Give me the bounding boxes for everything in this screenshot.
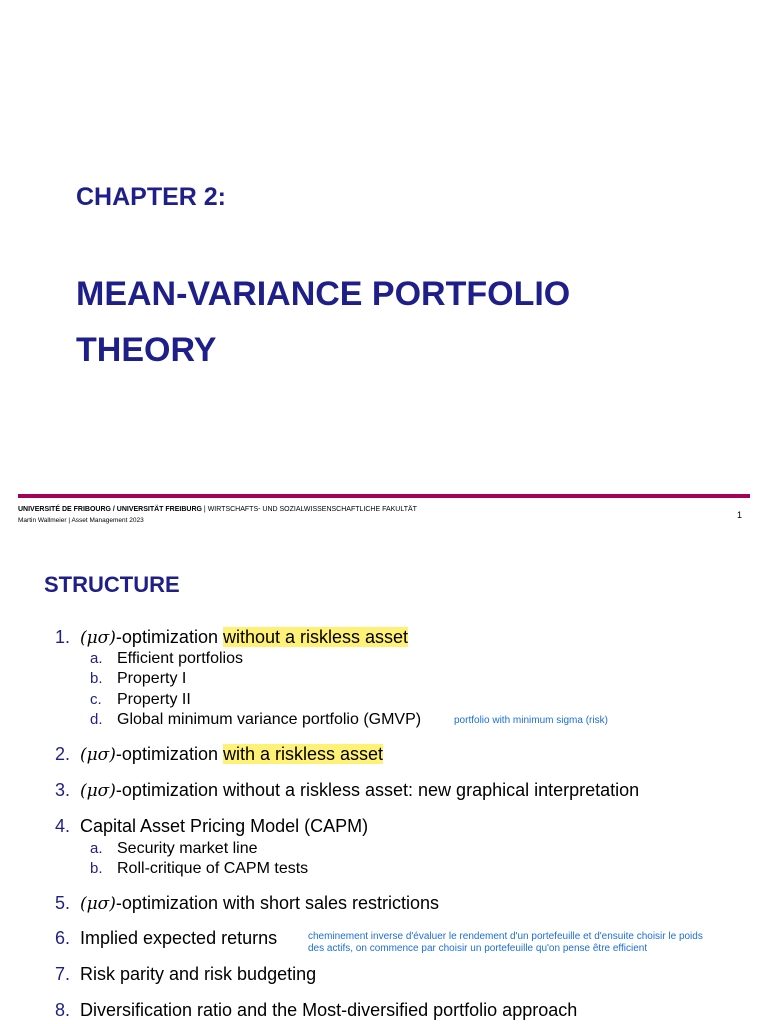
item-text-main: -optimization with short sales restrictions	[115, 893, 440, 913]
annotation-gmvp: portfolio with minimum sigma (risk)	[454, 715, 608, 726]
mu-sigma-symbol: (μσ)	[80, 781, 116, 801]
item-text: Capital Asset Pricing Model (CAPM)	[80, 816, 369, 836]
chapter-title-line2: THEORY	[76, 331, 217, 369]
sub-text: Security market line	[117, 840, 258, 857]
sub-letter: a.	[90, 840, 103, 857]
page-number: 1	[737, 510, 743, 520]
sub-text: Property II	[117, 691, 191, 708]
footer-author-course: Martin Wallmeier | Asset Management 2023	[18, 517, 144, 524]
item-number: 4.	[54, 816, 70, 836]
item-text: Risk parity and risk budgeting	[80, 964, 317, 984]
chapter-title	[76, 266, 716, 378]
item-text-main: -optimization	[115, 744, 223, 764]
chapter-title-line1: MEAN-VARIANCE PORTFOLIO	[76, 275, 571, 313]
item-number: 3.	[54, 780, 70, 800]
sub-letter: a.	[90, 650, 103, 667]
sub-text: Property I	[117, 670, 187, 687]
item-text	[80, 627, 408, 648]
sub-text: Roll-critique of CAPM tests	[117, 860, 309, 877]
sub-letter: b.	[90, 860, 103, 877]
structure-title: STRUCTURE	[44, 572, 180, 597]
mu-sigma-symbol: (μσ)	[80, 745, 116, 765]
mu-sigma-symbol: (μσ)	[80, 894, 116, 914]
item-text-main: -optimization without a riskless asset: new graphical interpretation	[115, 780, 640, 800]
sub-text: Efficient portfolios	[117, 650, 243, 667]
item-text: Implied expected returns	[80, 928, 278, 948]
item-number: 8.	[54, 1000, 70, 1020]
item-number: 5.	[54, 893, 70, 913]
item-number: 6.	[54, 928, 70, 948]
item-number: 1.	[54, 627, 70, 647]
item-number: 2.	[54, 744, 70, 764]
annotation-line2: des actifs, on commence par choisir un portefeuille qu'on pense être efficient	[308, 943, 648, 954]
footer-separator: |	[203, 506, 206, 513]
sub-letter: c.	[90, 691, 102, 708]
item-number: 7.	[54, 964, 70, 984]
annotation-implied-returns	[308, 931, 703, 955]
sub-text: Global minimum variance portfolio (GMVP)	[117, 711, 422, 728]
mu-sigma-symbol: (μσ)	[80, 628, 116, 648]
footer-institution	[18, 506, 417, 513]
item-highlight: without a riskless asset	[222, 627, 409, 647]
item-text	[80, 893, 439, 914]
item-text: Diversification ratio and the Most-diversified portfolio approach	[80, 1000, 578, 1020]
footer-divider	[18, 494, 750, 498]
item-text	[80, 780, 639, 801]
item-text-main: -optimization	[115, 627, 223, 647]
sub-letter: b.	[90, 670, 103, 687]
footer-university: UNIVERSITÉ DE FRIBOURG / UNIVERSITÄT FREIBURG	[18, 506, 202, 513]
item-text	[80, 744, 383, 765]
sub-letter: d.	[90, 711, 103, 728]
chapter-label: CHAPTER 2:	[76, 183, 227, 211]
item-highlight: with a riskless asset	[222, 744, 384, 764]
footer-faculty: WIRTSCHAFTS- UND SOZIALWISSENSCHAFTLICHE FAKULTÄT	[207, 506, 417, 513]
annotation-line1: cheminement inverse d'évaluer le rendement d'un portefeuille et d'ensuite choisir le poids	[308, 931, 703, 942]
